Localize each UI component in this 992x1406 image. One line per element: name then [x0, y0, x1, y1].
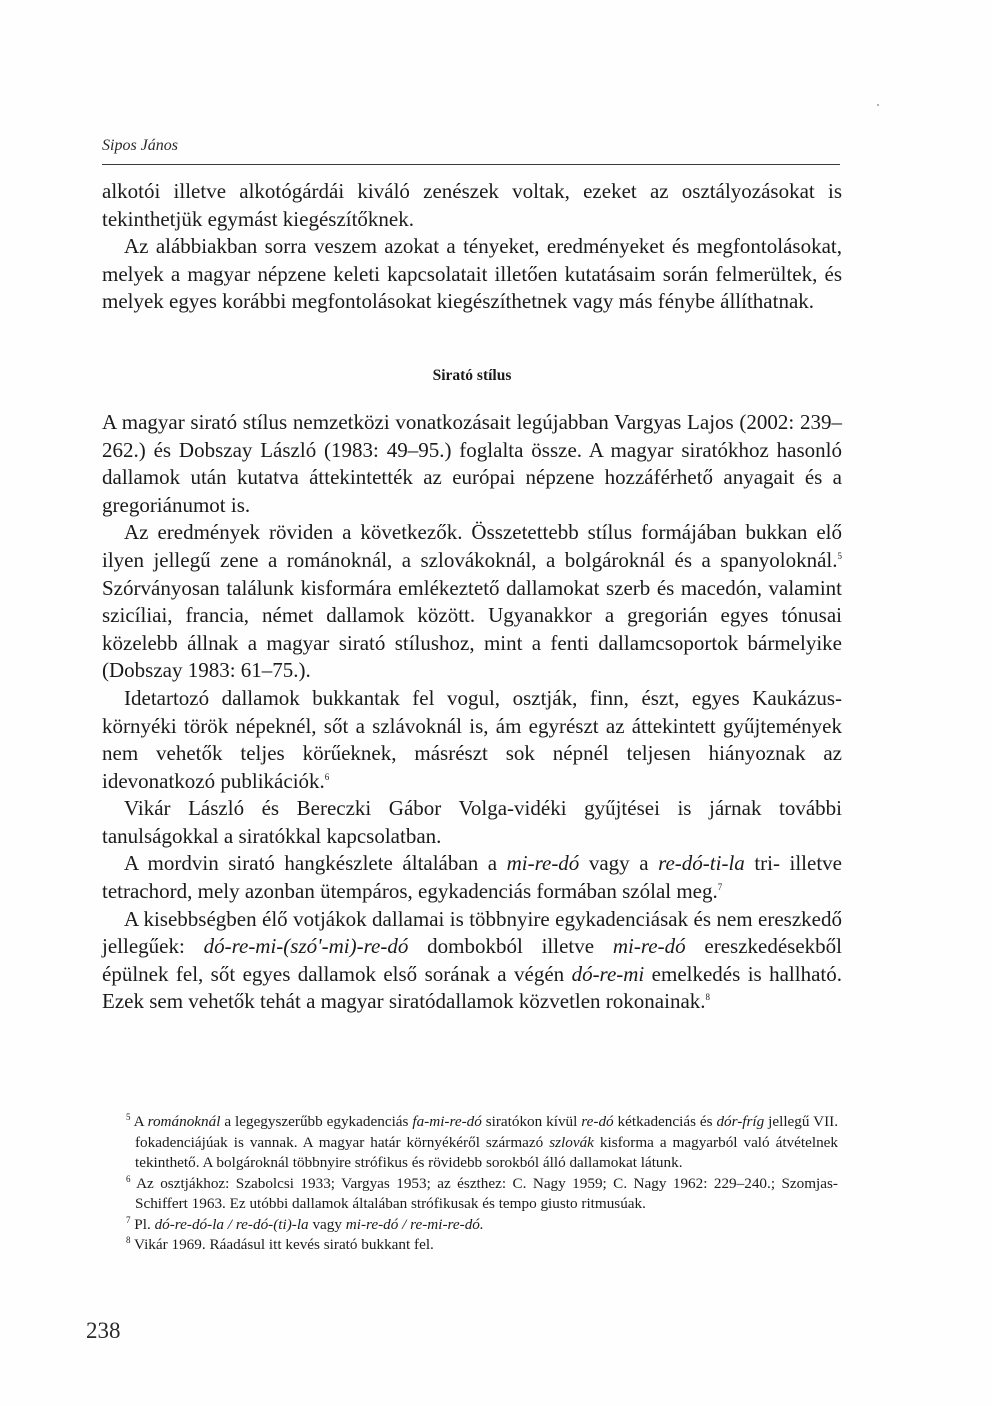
- footnote-8-text: Vikár 1969. Ráadásul itt kevés sirató bukkant fel.: [130, 1236, 434, 1253]
- footnote-ref-5: 5: [837, 550, 842, 561]
- running-head: Sipos János: [102, 137, 178, 154]
- paragraph-5: [102, 685, 842, 795]
- footnote-7-number: 7: [126, 1214, 131, 1225]
- paragraph-4-text-b: Szórványosan találunk kisformára emlékeztető dallamokat szerb és macedón, valamint szicíliai, francia, német dallamok között. Ugyanakkor a gregorián egyes tónusai közelebb állnak a magyar sirató stílushoz, mint a fenti dallamcsoportok bármelyike (Dobszay 1983: 61–75.).: [102, 575, 842, 683]
- paragraph-1: alkotói illetve alkotógárdái kiváló zenészek voltak, ezeket az osztályozásokat is tekinthetjük egymást kiegészítőknek.: [102, 179, 842, 231]
- paragraph-2: Az alábbiakban sorra veszem azokat a tényeket, eredményeket és megfontolásokat, melyek a magyar népzene keleti kapcsolatait illetően kutatásaim során felmerültek, és melyek egyes korábbi megfontolásokat kiegészíthetnek vagy más fénybe állíthatnak.: [102, 234, 842, 314]
- footnote-6-number: 6: [126, 1173, 131, 1184]
- footnote-5-text-e: jellegű VII. fokadenciájúak is vannak. A magyar határ környékéről származó: [135, 1113, 839, 1151]
- footnote-7-italic-2: mi-re-dó / re-mi-re-dó.: [345, 1215, 484, 1233]
- paragraph-8-text-d: emelkedés is hallható. Ezek sem vehetők tehát a magyar siratódallamok közvetlen rokonainak.: [102, 961, 842, 1014]
- paragraph-8-text-b: dombokból illetve: [408, 934, 613, 959]
- footnote-5: [126, 1112, 838, 1174]
- paragraph-7-text-a: A mordvin sirató hangkészlete általában a: [124, 851, 507, 876]
- paragraph-7-italic-2: re-dó-ti-la: [658, 851, 745, 876]
- footnote-ref-6: 6: [324, 771, 330, 782]
- paragraph-8-text-c: ereszkedésekből épülnek fel, sőt egyes dallamok első sorának a végén: [102, 934, 842, 986]
- paragraph-4: [102, 519, 842, 685]
- footnote-ref-8: 8: [705, 992, 711, 1003]
- paragraph-8-italic-3: dó-re-mi: [571, 961, 645, 986]
- footnote-5-italic-3: re-dó: [581, 1113, 614, 1130]
- body-text: [102, 178, 842, 1016]
- footnote-5-text-c: siratókon kívül: [481, 1113, 582, 1130]
- footnote-5-text-a: A: [130, 1113, 148, 1130]
- paragraph-3: A magyar sirató stílus nemzetközi vonatkozásait legújabban Vargyas Lajos (2002: 239–262.) és Dobszay László (1983: 49–95.) foglalta össze. A magyar siratókhoz hasonló dallamok után kutatva áttekintették az európai népzene hozzáférhető anyagait és a gregoriánumot is.: [102, 409, 842, 517]
- footnote-7-text-a: Pl.: [130, 1215, 155, 1233]
- header-rule: [102, 164, 840, 165]
- footnote-5-text-b: a legegyszerűbb egykadenciás: [220, 1113, 413, 1130]
- paragraph-7-text-c: tri- illetve tetrachord, mely azonban ütempáros, egykadenciás formában szólal meg.: [102, 851, 842, 904]
- paragraph-7: [102, 850, 842, 905]
- page-number: 238: [86, 1318, 121, 1343]
- footnote-5-italic-4: dór-fríg: [716, 1113, 765, 1130]
- footnote-5-number: 5: [126, 1111, 131, 1122]
- paragraph-7-italic-1: mi-re-dó: [506, 851, 580, 876]
- scan-speck: [877, 104, 879, 106]
- footnote-5-text-f: kisforma a magyarból való átvételnek tekinthető. A bolgároknál többnyire strófikus és rövidebb sorokból álló dallamokat látunk.: [135, 1133, 838, 1171]
- footnote-7-italic-1: dó-re-dó-la / re-dó-(ti)-la: [154, 1215, 309, 1233]
- paragraph-5-text: Idetartozó dallamok bukkantak fel vogul, osztják, finn, észt, egyes Kaukázus-környéki török népeknél, sőt a szlávoknál is, ám egyrészt az áttekintett gyűjtemények nem vehetők teljes körűeknek, másrészt sok népnél teljesen hiányoznak az idevonatkozó publikációk.: [102, 685, 842, 793]
- footnote-ref-7: 7: [717, 882, 723, 893]
- footnote-8: [126, 1235, 838, 1256]
- footnotes: [126, 1112, 838, 1256]
- paragraph-4-text-a: Az eredmények röviden a következők. Összetettebb stílus formájában bukkan elő ilyen jellegű zene a románoknál, a szlovákoknál, a bolgároknál és a spanyoloknál.: [102, 520, 842, 572]
- footnote-8-number: 8: [126, 1234, 131, 1245]
- footnote-7-text-b: vagy: [308, 1215, 346, 1233]
- footnote-7: [126, 1215, 838, 1236]
- footnote-6-text: Az osztjákhoz: Szabolcsi 1933; Vargyas 1953; az észthez: C. Nagy 1959; C. Nagy 1962: 229–240.; Szomjas-Schiffert 1963. Ez utóbbi dallamok általában strófikusak és tempo giusto ritmusúak.: [130, 1174, 838, 1212]
- paragraph-8-italic-2: mi-re-dó: [612, 934, 686, 959]
- paragraph-8-text-a: A kisebbségben élő votjákok dallamai is többnyire egykadenciásak és nem ereszkedő jellegűek:: [102, 906, 842, 959]
- paragraph-8: [102, 906, 842, 1016]
- paragraph-6: Vikár László és Bereczki Gábor Volga-vidéki gyűjtései is járnak további tanulságokkal a siratókkal kapcsolatban.: [102, 796, 842, 848]
- footnote-5-italic-5: szlovák: [549, 1133, 594, 1151]
- footnote-5-italic-2: fa-mi-re-dó: [412, 1113, 482, 1130]
- footnote-6: [126, 1174, 838, 1215]
- footnote-5-italic-1: románoknál: [147, 1113, 221, 1130]
- footnote-5-text-d: kétkadenciás és: [613, 1113, 717, 1130]
- section-title: Sirató stílus: [432, 366, 512, 384]
- paragraph-8-italic-1: dó-re-mi-(szó'-mi)-re-dó: [203, 934, 409, 959]
- paragraph-7-text-b: vagy a: [579, 851, 659, 876]
